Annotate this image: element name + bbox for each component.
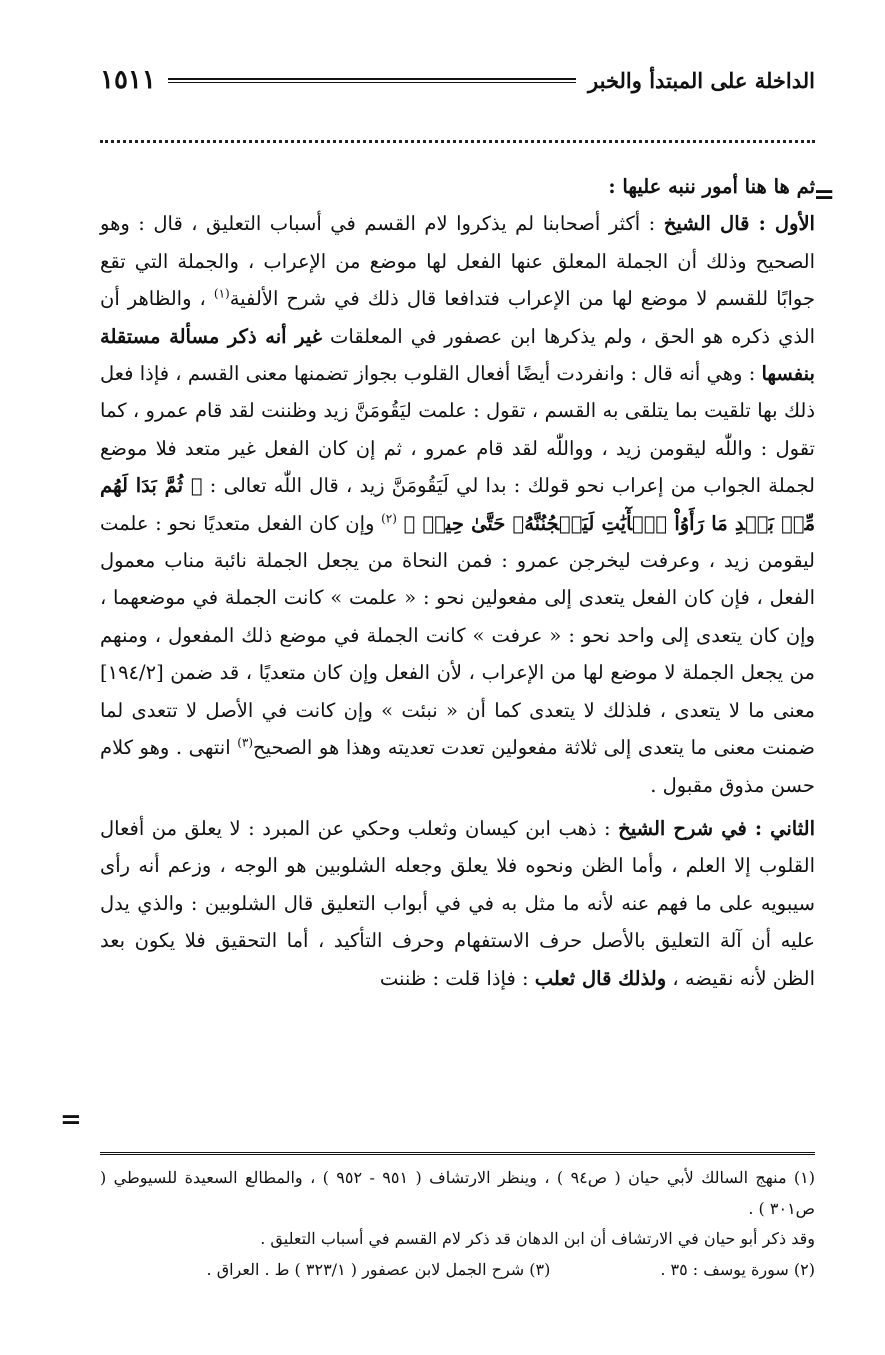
paragraph-first-text-d: وإن كان الفعل متعديًا نحو : علمت ليقومن زيد ، وعرفت ليخرجن عمرو : فمن النحاة من يجعل الجملة نائبة مناب معمول الفعل ، فإن كان الفعل يتعدى إلى مفعولين نحو : « علمت » كانت الجملة في موضعهما ، وإن كان يتعدى إلى واحد نحو : « عرفت » كانت الجملة في موضع ذلك المفعول ، ومنهم من يجعل الجملة لا موضع لها من الإعراب ، لأن الفعل وإن كان متعديًا ، قد ضمن [١٩٤/٢] معنى ما لا يتعدى ، فلذلك لا يتعدى كما أن « نبئت » وإن كانت في الأصل لا تتعدى لما ضمنت معنى ما يتعدى إلى ثلاثة مفعولين تعدت تعديته وهذا هو الصحيح <box>100 511 815 760</box>
paragraph-first-text-e: انتهى . وهو كلام حسن مذوق مقبول . <box>100 736 815 797</box>
intro-line: ثم ها هنا أمور ننبه عليها : <box>608 175 815 198</box>
footnote-3: (٣) شرح الجمل لابن عصفور ( ٣٢٣/١ ) ط . العراق . <box>206 1259 551 1279</box>
margin-mark-bottom: = <box>60 1105 82 1135</box>
paragraph-first-lead: الأول : قال الشيخ <box>663 212 815 236</box>
running-title: الداخلة على المبتدأ والخبر <box>588 67 815 93</box>
page-number: ١٥١١ <box>100 65 156 95</box>
footnote-ref-2: (٢) <box>381 511 397 526</box>
footnote-rule <box>100 1152 815 1155</box>
paragraph-first <box>100 205 815 804</box>
footnote-1-continued: وقد ذكر أبو حيان في الارتشاف أن ابن الدهان قد ذكر لام القسم في أسباب التعليق . <box>260 1229 815 1248</box>
paragraph-first-text-b: ، والظاهر أن الذي ذكره هو الحق ، ولم يذكرها ابن عصفور في المعلقات <box>100 287 815 348</box>
paragraph-first-bold: غير أنه ذكر مسألة مستقلة بنفسها <box>100 324 815 386</box>
quran-verse: ﴿ ثُمَّ بَدَا لَهُم مِّنۢ بَعۡدِ مَا رَأَوُاْ ٱلۡأٓيَٰتِ لَيَسۡجُنُنَّهُۥ حَتَّىٰ حِينٖ ﴾ <box>100 474 816 535</box>
paragraph-second-lead: الثاني : في شرح الشيخ <box>618 816 815 840</box>
footnote-ref-3: (٣) <box>237 735 254 750</box>
paragraph-second <box>100 810 815 997</box>
paragraph-second-text-c: : فإذا قلت : ظننت <box>379 966 535 990</box>
paragraph-second-text-a: : ذهب ابن كيسان وثعلب وحكي عن المبرد : لا يعلق من أفعال القلوب إلا العلم ، وأما الظن ونحوه فلا يعلق وجعله الشلوبين هو الوجه ، وزعم أنه رأى سيبويه على ما فهم عنه لأنه ما مثل به في في أبواب التعليق قال الشلوبين : والذي يدل عليه أن آلة التعليق بالأصل حرف الاستفهام وحرف التأكيد ، أما التحقيق فلا يكون بعد الظن لأنه نقيضه ، <box>100 816 815 990</box>
body-text <box>100 168 815 997</box>
dotted-separator <box>100 140 815 143</box>
page-header <box>100 58 815 102</box>
margin-mark-top: = <box>813 180 835 210</box>
footnote-1: (١) منهج السالك لأبي حيان ( ص٩٤ ) ، وينظر الارتشاف ( ٩٥١ - ٩٥٢ ) ، والمطالع السعيدة للسيوطي ( ص٣٠١ ) . <box>100 1168 816 1218</box>
header-rule <box>168 78 576 83</box>
paragraph-first-text-c: : وهي أنه قال : وانفردت أيضًا أفعال القلوب بجواز تضمنها معنى القسم ، فإذا فعل ذلك بها تلقيت بما يتلقى به القسم ، تقول : علمت ليَقُومَنَّ زيد وظننت لقد قام عمرو ، كما تقول : واللّٰه ليقومن زيد ، وواللّٰه لقد قام عمرو ، ثم إن كان الفعل غير متعد فلا موضع لجملة الجواب من إعراب نحو قولك : بدا لي لَيَقُومَنَّ زيد ، قال اللّٰه تعالى : <box>100 362 815 498</box>
paragraph-second-bold: ولذلك قال ثعلب <box>534 966 667 990</box>
footnotes-2-3 <box>100 1255 815 1286</box>
footnote-ref-1: (١) <box>213 286 230 301</box>
footnotes <box>100 1163 815 1285</box>
paragraph-first-text-a: : أكثر أصحابنا لم يذكروا لام القسم في أسباب التعليق ، قال : وهو الصحيح وذلك أن الجملة المعلق عنها الفعل لها موضع من الإعراب ، والجملة التي تقع جوابًا للقسم لا موضع لها من الإعراب فتدافعا قال ذلك في شرح الألفية <box>100 212 815 311</box>
footnote-2: (٢) سورة يوسف : ٣٥ . <box>660 1259 815 1279</box>
